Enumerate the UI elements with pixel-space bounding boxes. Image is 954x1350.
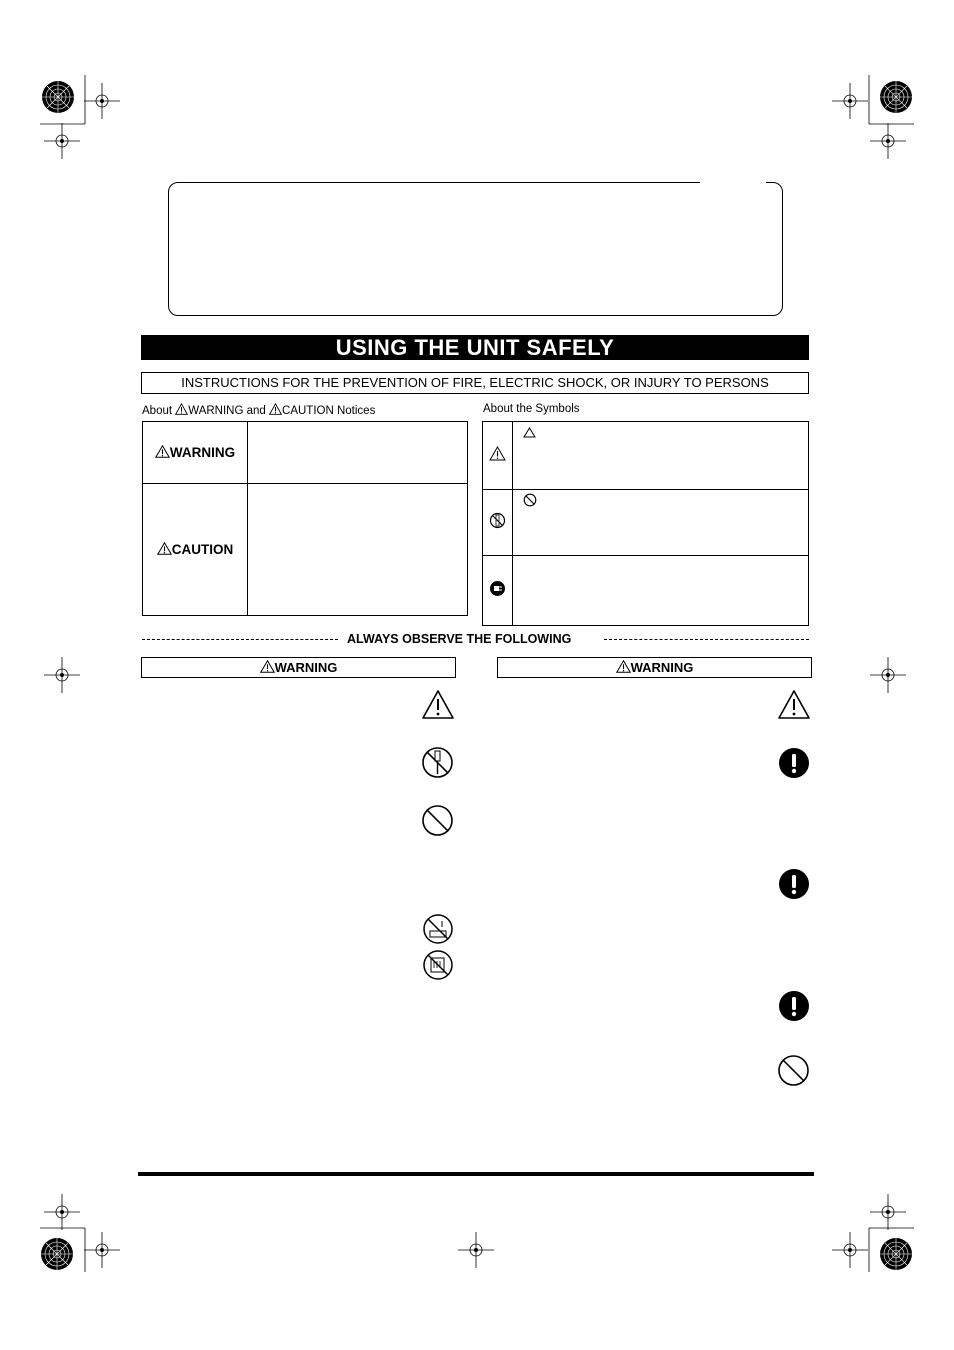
caution-triangle-icon <box>157 542 172 555</box>
warning-triangle-icon <box>616 660 631 673</box>
warning-header-left-label: WARNING <box>274 660 338 675</box>
warning-header-right-label: WARNING <box>630 660 694 675</box>
symbol-desc-prohibit <box>513 490 809 556</box>
symbol-cell-prohibit <box>483 490 513 556</box>
symbol-desc-mandatory <box>513 556 809 626</box>
notices-about-text: About <box>142 405 173 417</box>
bottom-rule <box>138 1172 814 1176</box>
page-title: USING THE UNIT SAFELY <box>141 335 809 360</box>
notice-box <box>168 182 783 316</box>
warning-header-left <box>141 657 456 678</box>
notices-warning-word: WARNING <box>188 405 244 417</box>
notices-notices-word: Notices <box>336 405 376 417</box>
caution-triangle-icon <box>269 403 282 415</box>
notices-heading <box>142 403 375 417</box>
notices-table <box>142 421 468 616</box>
warning-triangle-icon <box>155 445 170 458</box>
symbol-desc-triangle <box>513 422 809 490</box>
symbol-cell-triangle <box>483 422 513 490</box>
warning-description-cell <box>248 422 468 484</box>
caution-description-cell <box>248 484 468 616</box>
notice-box-gap <box>700 179 766 185</box>
attention-triangle-icon <box>489 446 506 461</box>
attention-triangle-icon <box>421 689 455 720</box>
warning-label-cell <box>143 422 248 484</box>
warning-triangle-icon <box>260 660 275 673</box>
symbol-cell-mandatory <box>483 556 513 626</box>
unplug-mandatory-icon <box>489 580 506 597</box>
notices-caution-word: CAUTION <box>282 405 334 417</box>
mandatory-action-icon <box>778 990 810 1022</box>
no-wet-hands-icon <box>422 949 454 981</box>
notices-and-word: and <box>246 405 266 417</box>
symbols-table <box>482 421 809 626</box>
no-disassemble-icon <box>421 746 454 779</box>
dashed-divider-left <box>142 639 338 640</box>
no-water-icon <box>422 913 454 945</box>
prohibited-icon <box>777 1054 810 1087</box>
dashed-divider-right <box>604 639 809 640</box>
warning-label: WARNING <box>169 445 236 460</box>
no-disassemble-icon <box>489 512 506 529</box>
symbols-heading: About the Symbols <box>483 403 580 415</box>
caution-label: CAUTION <box>171 542 234 557</box>
mandatory-action-icon <box>778 747 810 779</box>
attention-triangle-icon <box>777 689 811 720</box>
small-prohibit-icon <box>523 493 537 507</box>
mandatory-action-icon <box>778 868 810 900</box>
warning-header-right <box>497 657 812 678</box>
small-triangle-icon <box>523 427 536 438</box>
caution-label-cell <box>143 484 248 616</box>
warning-triangle-icon <box>175 403 188 415</box>
always-observe-heading: ALWAYS OBSERVE THE FOLLOWING <box>347 632 572 646</box>
instructions-heading: INSTRUCTIONS FOR THE PREVENTION OF FIRE, ELECTRIC SHOCK, OR INJURY TO PERSONS <box>141 372 809 394</box>
prohibited-icon <box>421 804 454 837</box>
